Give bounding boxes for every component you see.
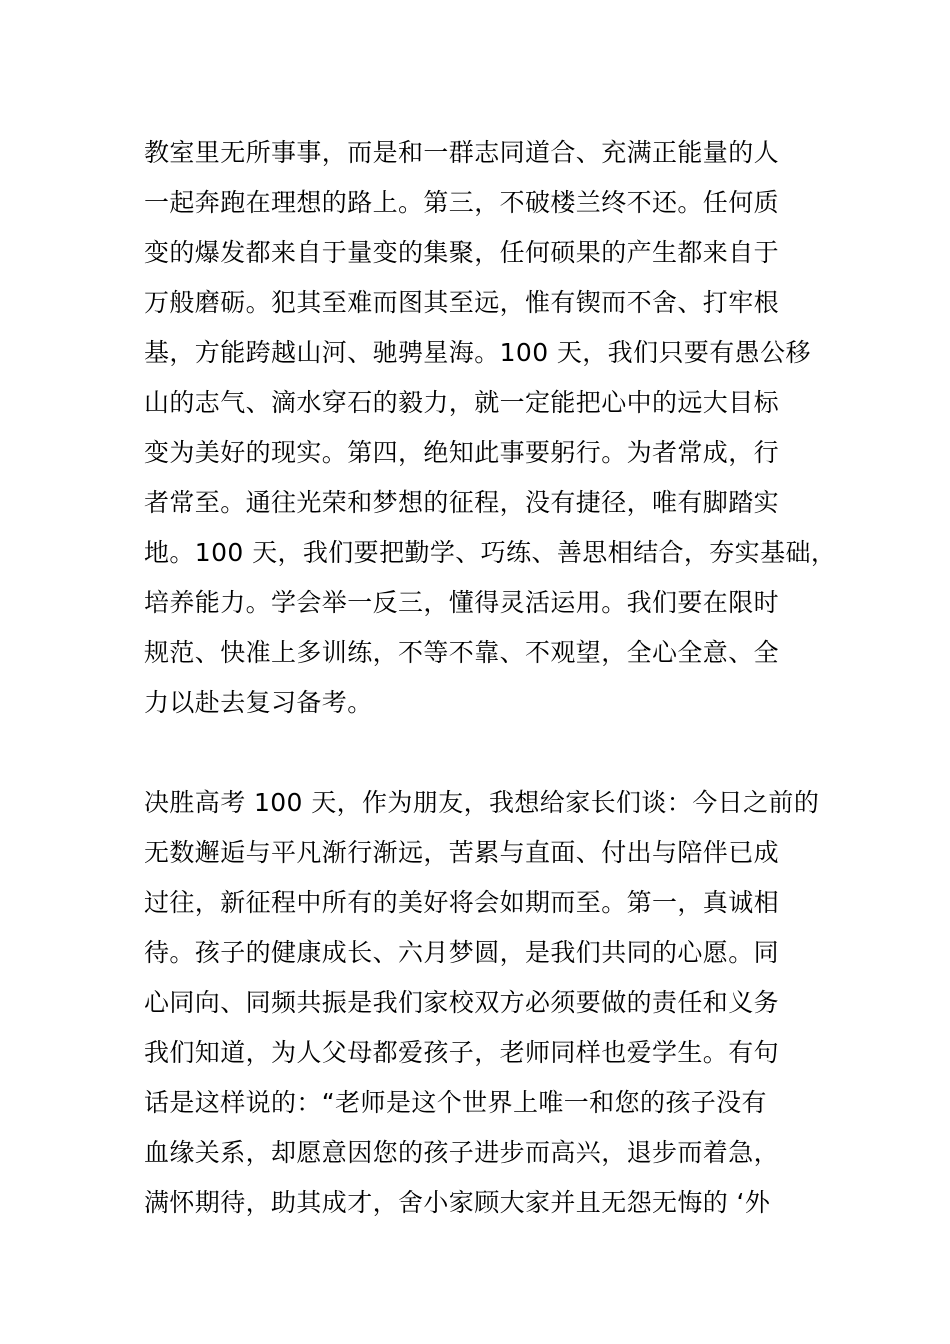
text-line: 待。孩子的健康成长、六月梦圆，是我们共同的心愿。同 [144,938,780,967]
text-line: 无数邂逅与平凡渐行渐远，苦累与直面、付出与陪伴已成 [144,838,780,867]
text-line: 血缘关系，却愿意因您的孩子进步而高兴，退步而着急， [144,1138,780,1167]
text-line: 力以赴去复习备考。 [144,688,373,717]
text-line: 变的爆发都来自于量变的集聚，任何硕果的产生都来自于 [144,238,780,267]
text-line: 基，方能跨越山河、驰骋星海。100 天，我们只要有愚公移 [144,338,811,367]
text-line: 心同向、同频共振是我们家校双方必须要做的责任和义务 [144,988,780,1017]
text-line: 满怀期待，助其成才，舍小家顾大家并且无怨无悔的 ‘外 [144,1188,771,1217]
paragraph-2 [144,778,844,1228]
text-line: 培养能力。学会举一反三，懂得灵活运用。我们要在限时 [144,588,780,617]
paragraph-1 [144,128,844,728]
text-line: 规范、快准上多训练，不等不靠、不观望，全心全意、全 [144,638,780,667]
text-line: 者常至。通往光荣和梦想的征程，没有捷径，唯有脚踏实 [144,488,780,517]
text-line: 话是这样说的：“老师是这个世界上唯一和您的孩子没有 [144,1088,767,1117]
text-line: 山的志气、滴水穿石的毅力，就一定能把心中的远大目标 [144,388,780,417]
text-line: 地。100 天，我们要把勤学、巧练、善思相结合，夯实基础， [144,538,837,567]
text-line: 教室里无所事事，而是和一群志同道合、充满正能量的人 [144,138,780,167]
text-line: 我们知道，为人父母都爱孩子，老师同样也爱学生。有句 [144,1038,780,1067]
text-line: 过往，新征程中所有的美好将会如期而至。第一，真诚相 [144,888,780,917]
text-line: 一起奔跑在理想的路上。第三，不破楼兰终不还。任何质 [144,188,780,217]
text-line: 决胜高考 100 天，作为朋友，我想给家长们谈：今日之前的 [144,788,820,817]
text-line: 变为美好的现实。第四，绝知此事要躬行。为者常成，行 [144,438,780,467]
text-line: 万般磨砺。犯其至难而图其至远，惟有锲而不舍、打牢根 [144,288,780,317]
